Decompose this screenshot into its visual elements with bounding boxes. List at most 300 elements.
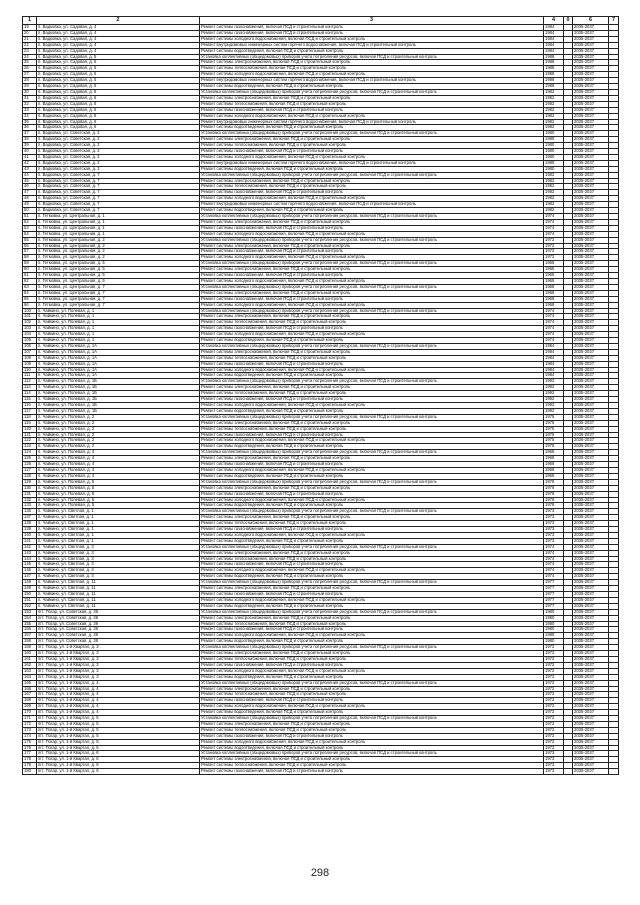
work-type-cell: Установка коллективных (общедомовых) приборов учета потребления ресурсов, включая ПСД и строительный контроль bbox=[200, 509, 544, 515]
year-cell: 1984 bbox=[544, 25, 564, 31]
row-number-cell: 172 bbox=[23, 721, 37, 727]
row-number-cell: 119 bbox=[23, 420, 37, 426]
year-cell: 1982 bbox=[544, 172, 564, 178]
page-number: 298 bbox=[310, 867, 330, 879]
period-cell: 2035-2037 bbox=[573, 633, 609, 639]
year-cell: 1968 bbox=[544, 284, 564, 290]
row-number-cell: 154 bbox=[23, 615, 37, 621]
row-number-cell: 153 bbox=[23, 609, 37, 615]
row-number-cell: 114 bbox=[23, 391, 37, 397]
period-cell: 2035-2037 bbox=[573, 154, 609, 160]
period-cell: 2035-2037 bbox=[573, 296, 609, 302]
year-cell: 1980 bbox=[544, 137, 564, 143]
work-type-cell: Ремонт внутридомовых инженерных систем горячего водоснабжения, включая ПСД и строительный контроль bbox=[200, 119, 544, 125]
work-type-cell: Ремонт системы холодного водоснабжения, включая ПСД и строительный контроль bbox=[200, 568, 544, 574]
period-cell: 2035-2037 bbox=[573, 273, 609, 279]
last-cell bbox=[609, 769, 619, 775]
period-cell: 2035-2037 bbox=[573, 308, 609, 314]
address-cell: пгт. Погар, ул. 1-й Квартал, д. 6 bbox=[37, 763, 200, 769]
work-type-cell: Установка коллективных (общедомовых) приборов учета потребления ресурсов, включая ПСД и строительный контроль bbox=[200, 609, 544, 615]
address-cell: п. Вадковка, ул. Садовая, д. 4 bbox=[37, 25, 200, 31]
work-type-cell: Ремонт системы теплоснабжения, включая ПСД и строительный контроль bbox=[200, 143, 544, 149]
row-number-cell: 52 bbox=[23, 219, 37, 225]
period-cell: 2035-2037 bbox=[573, 107, 609, 113]
work-type-cell: Ремонт системы газоснабжения, включая ПСД и строительный контроль bbox=[200, 769, 544, 775]
period-cell: 2035-2037 bbox=[573, 178, 609, 184]
row-number-cell: 32 bbox=[23, 101, 37, 107]
address-cell: пгт. Погар, ул. 1-й Квартал, д. 3 bbox=[37, 662, 200, 668]
year-cell: 1974 bbox=[544, 562, 564, 568]
period-cell: 2035-2037 bbox=[573, 680, 609, 686]
address-cell: п. Гетмовка, ул. Центральная, д. 2 bbox=[37, 237, 200, 243]
address-cell: п. Вадковка, ул. Советская, д. 2 bbox=[37, 149, 200, 155]
work-type-cell: Установка коллективных (общедомовых) приборов учета потребления ресурсов, включая ПСД и строительный контроль bbox=[200, 580, 544, 586]
address-cell: п. Чайкино, ул. Полевая, д. 2 bbox=[37, 426, 200, 432]
work-type-cell: Установка коллективных (общедомовых) приборов учета потребления ресурсов, включая ПСД и строительный контроль bbox=[200, 89, 544, 95]
period-cell: 2035-2037 bbox=[573, 615, 609, 621]
year-cell: 1982 bbox=[544, 119, 564, 125]
row-number-cell: 180 bbox=[23, 769, 37, 775]
address-cell: пгт. Погар, ул. 1-й Квартал, д. 4 bbox=[37, 686, 200, 692]
address-cell: п. Вадковка, ул. Садовая, д. 5 bbox=[37, 84, 200, 90]
year-cell: 1965 bbox=[544, 267, 564, 273]
work-type-cell: Ремонт системы электроснабжения, включая ПСД и строительный контроль bbox=[200, 290, 544, 296]
work-type-cell: Ремонт системы теплоснабжения, включая ПСД и строительный контроль bbox=[200, 621, 544, 627]
period-cell: 2035-2037 bbox=[573, 592, 609, 598]
year-cell: 1974 bbox=[544, 219, 564, 225]
period-cell: 2035-2037 bbox=[573, 349, 609, 355]
year-cell: 1980 bbox=[544, 143, 564, 149]
work-type-cell: Ремонт системы водоотведения, включая ПСД и строительный контроль bbox=[200, 639, 544, 645]
year-cell: 1982 bbox=[544, 208, 564, 214]
year-cell: 1975 bbox=[544, 438, 564, 444]
row-number-cell: 38 bbox=[23, 137, 37, 143]
work-type-cell: Ремонт системы холодного водоснабжения, включая ПСД и строительный контроль bbox=[200, 367, 544, 373]
year-cell: 1984 bbox=[544, 343, 564, 349]
year-cell: 1992 bbox=[544, 391, 564, 397]
year-cell: 1965 bbox=[544, 261, 564, 267]
year-cell: 1980 bbox=[544, 615, 564, 621]
period-cell: 2035-2037 bbox=[573, 686, 609, 692]
row-number-cell: 145 bbox=[23, 562, 37, 568]
address-cell: п. Вадковка, ул. Садовая, д. 5 bbox=[37, 60, 200, 66]
work-type-cell: Ремонт системы водоотведения, включая ПСД и строительный контроль bbox=[200, 208, 544, 214]
address-cell: п. Гетмовка, ул. Центральная, д. 1 bbox=[37, 231, 200, 237]
row-number-cell: 101 bbox=[23, 314, 37, 320]
year-cell: 1978 bbox=[544, 503, 564, 509]
year-cell: 1980 bbox=[544, 609, 564, 615]
address-cell: п. Вадковка, ул. Садовая, д. 6 bbox=[37, 119, 200, 125]
address-cell: п. Гетмовка, ул. Центральная, д. 5 bbox=[37, 267, 200, 273]
address-cell: п. Чайкино, ул. Полевая, д. 1А bbox=[37, 367, 200, 373]
year-cell: 1988 bbox=[544, 84, 564, 90]
period-cell: 2035-2037 bbox=[573, 509, 609, 515]
row-number-cell: 113 bbox=[23, 385, 37, 391]
work-type-cell: Ремонт системы теплоснабжения, включая ПСД и строительный контроль bbox=[200, 391, 544, 397]
address-cell: п. Вадковка, ул. Садовая, д. 4 bbox=[37, 36, 200, 42]
address-cell: пгт. Погар, ул. 1-й Квартал, д. 3 bbox=[37, 645, 200, 651]
work-type-cell: Ремонт системы холодного водоснабжения, включая ПСД и строительный контроль bbox=[200, 739, 544, 745]
year-cell: 1988 bbox=[544, 54, 564, 60]
year-cell: 1973 bbox=[544, 527, 564, 533]
row-number-cell: 51 bbox=[23, 214, 37, 220]
address-cell: п. Чайкино, ул. Светлая, д. 1 bbox=[37, 527, 200, 533]
column-header: 6 bbox=[573, 17, 609, 25]
year-cell: 1977 bbox=[544, 592, 564, 598]
period-cell: 2035-2037 bbox=[573, 137, 609, 143]
address-cell: пгт. Погар, ул. 1-й Квартал, д. 5 bbox=[37, 716, 200, 722]
address-cell: п. Вадковка, ул. Садовая, д. 4 bbox=[37, 42, 200, 48]
year-cell: 1982 bbox=[544, 107, 564, 113]
row-number-cell: 137 bbox=[23, 515, 37, 521]
address-cell: п. Чайкино, ул. Светлая, д. 3 bbox=[37, 550, 200, 556]
row-number-cell: 156 bbox=[23, 627, 37, 633]
work-type-cell: Установка коллективных (общедомовых) приборов учета потребления ресурсов, включая ПСД и строительный контроль bbox=[200, 261, 544, 267]
period-cell: 2035-2037 bbox=[573, 320, 609, 326]
period-cell: 2035-2037 bbox=[573, 456, 609, 462]
address-cell: п. Чайкино, ул. Полевая, д. 1 bbox=[37, 326, 200, 332]
row-number-cell: 167 bbox=[23, 692, 37, 698]
row-number-cell: 108 bbox=[23, 355, 37, 361]
year-cell: 1982 bbox=[544, 113, 564, 119]
work-type-cell: Ремонт внутридомовых инженерных систем горячего водоснабжения, включая ПСД и строительный контроль bbox=[200, 42, 544, 48]
period-cell: 2035-2037 bbox=[573, 450, 609, 456]
period-cell: 2035-2037 bbox=[573, 261, 609, 267]
address-cell: п. Чайкино, ул. Полевая, д. 4 bbox=[37, 467, 200, 473]
period-cell: 2035-2037 bbox=[573, 225, 609, 231]
period-cell: 2035-2037 bbox=[573, 426, 609, 432]
work-type-cell: Установка коллективных (общедомовых) приборов учета потребления ресурсов, включая ПСД и строительный контроль bbox=[200, 479, 544, 485]
year-cell: 1974 bbox=[544, 314, 564, 320]
row-number-cell: 64 bbox=[23, 290, 37, 296]
period-cell: 2035-2037 bbox=[573, 432, 609, 438]
period-cell: 2035-2037 bbox=[573, 586, 609, 592]
row-number-cell: 65 bbox=[23, 296, 37, 302]
address-cell: п. Чайкино, ул. Светлая, д. 3 bbox=[37, 574, 200, 580]
row-number-cell: 131 bbox=[23, 491, 37, 497]
year-cell: 1972 bbox=[544, 745, 564, 751]
period-cell: 2035-2037 bbox=[573, 727, 609, 733]
work-type-cell: Ремонт системы электроснабжения, включая ПСД и строительный контроль bbox=[200, 757, 544, 763]
work-type-cell: Ремонт системы холодного водоснабжения, включая ПСД и строительный контроль bbox=[200, 154, 544, 160]
period-cell: 2035-2037 bbox=[573, 503, 609, 509]
period-cell: 2035-2037 bbox=[573, 72, 609, 78]
address-cell: п. Чайкино, ул. Полевая, д. 1А bbox=[37, 373, 200, 379]
year-cell: 1972 bbox=[544, 249, 564, 255]
year-cell: 1982 bbox=[544, 202, 564, 208]
row-number-cell: 163 bbox=[23, 668, 37, 674]
address-cell: п. Вадковка, ул. Советская, д. 2 bbox=[37, 160, 200, 166]
period-cell: 2035-2037 bbox=[573, 733, 609, 739]
row-number-cell: 59 bbox=[23, 261, 37, 267]
period-cell: 2035-2037 bbox=[573, 249, 609, 255]
address-cell: п. Чайкино, ул. Светлая, д. 1 bbox=[37, 521, 200, 527]
work-type-cell: Ремонт системы газоснабжения, включая ПСД и строительный контроль bbox=[200, 326, 544, 332]
period-cell: 2035-2037 bbox=[573, 202, 609, 208]
work-type-cell: Ремонт системы электроснабжения, включая ПСД и строительный контроль bbox=[200, 219, 544, 225]
period-cell: 2035-2037 bbox=[573, 550, 609, 556]
row-number-cell: 132 bbox=[23, 497, 37, 503]
year-cell: 1972 bbox=[544, 662, 564, 668]
row-number-cell: 111 bbox=[23, 373, 37, 379]
address-cell: п. Гетмовка, ул. Центральная, д. 7 bbox=[37, 290, 200, 296]
work-type-cell: Ремонт системы газоснабжения, включая ПСД и строительный контроль bbox=[200, 592, 544, 598]
work-type-cell: Ремонт системы водоотведения, включая ПСД и строительный контроль bbox=[200, 574, 544, 580]
work-type-cell: Ремонт системы газоснабжения, включая ПСД и строительный контроль bbox=[200, 107, 544, 113]
address-cell: п. Чайкино, ул. Полевая, д. 2 bbox=[37, 420, 200, 426]
work-type-cell: Установка коллективных (общедомовых) приборов учета потребления ресурсов, включая ПСД и строительный контроль bbox=[200, 172, 544, 178]
row-number-cell: 104 bbox=[23, 332, 37, 338]
work-type-cell: Установка коллективных (общедомовых) приборов учета потребления ресурсов, включая ПСД и строительный контроль bbox=[200, 308, 544, 314]
row-number-cell: 45 bbox=[23, 178, 37, 184]
work-type-cell: Ремонт системы теплоснабжения, включая ПСД и строительный контроль bbox=[200, 692, 544, 698]
year-cell: 1982 bbox=[544, 89, 564, 95]
row-number-cell: 19 bbox=[23, 25, 37, 31]
address-cell: п. Вадковка, ул. Садовая, д. 6 bbox=[37, 95, 200, 101]
work-type-cell: Ремонт внутридомовых инженерных систем горячего водоснабжения, включая ПСД и строительный контроль bbox=[200, 202, 544, 208]
period-cell: 2035-2037 bbox=[573, 662, 609, 668]
address-cell: п. Гетмовка, ул. Центральная, д. 2 bbox=[37, 255, 200, 261]
work-type-cell: Ремонт системы электроснабжения, включая ПСД и строительный контроль bbox=[200, 456, 544, 462]
row-number-cell: 43 bbox=[23, 166, 37, 172]
address-cell: п. Вадковка, ул. Советская, д. 7 bbox=[37, 190, 200, 196]
year-cell: 1980 bbox=[544, 131, 564, 137]
period-cell: 2035-2037 bbox=[573, 361, 609, 367]
year-cell: 1972 bbox=[544, 668, 564, 674]
year-cell: 1980 bbox=[544, 639, 564, 645]
address-cell: п. Чайкино, ул. Полевая, д. 2 bbox=[37, 444, 200, 450]
period-cell: 2035-2037 bbox=[573, 462, 609, 468]
row-number-cell: 31 bbox=[23, 95, 37, 101]
row-number-cell: 159 bbox=[23, 645, 37, 651]
year-cell: 1973 bbox=[544, 757, 564, 763]
row-number-cell: 62 bbox=[23, 278, 37, 284]
address-cell: пгт. Погар, ул. 1-й Квартал, д. 6 bbox=[37, 757, 200, 763]
row-number-cell: 127 bbox=[23, 467, 37, 473]
work-type-cell: Ремонт внутридомовых инженерных систем горячего водоснабжения, включая ПСД и строительный контроль bbox=[200, 78, 544, 84]
period-cell: 2035-2037 bbox=[573, 574, 609, 580]
year-cell: 1977 bbox=[544, 597, 564, 603]
row-number-cell: 171 bbox=[23, 716, 37, 722]
period-cell: 2035-2037 bbox=[573, 438, 609, 444]
period-cell: 2035-2037 bbox=[573, 603, 609, 609]
year-cell: 1965 bbox=[544, 273, 564, 279]
address-cell: п. Чайкино, ул. Полевая, д. 5 bbox=[37, 479, 200, 485]
period-cell: 2035-2037 bbox=[573, 30, 609, 36]
year-cell: 1972 bbox=[544, 651, 564, 657]
work-type-cell: Ремонт системы холодного водоснабжения, включая ПСД и строительный контроль bbox=[200, 438, 544, 444]
address-cell: п. Чайкино, ул. Светлая, д. 11 bbox=[37, 592, 200, 598]
row-number-cell: 102 bbox=[23, 320, 37, 326]
year-cell: 1988 bbox=[544, 60, 564, 66]
work-type-cell: Установка коллективных (общедомовых) приборов учета потребления ресурсов, включая ПСД и строительный контроль bbox=[200, 214, 544, 220]
period-cell: 2035-2037 bbox=[573, 397, 609, 403]
year-cell: 1980 bbox=[544, 627, 564, 633]
address-cell: п. Чайкино, ул. Полевая, д. 5 bbox=[37, 503, 200, 509]
work-type-cell: Ремонт системы газоснабжения, включая ПСД и строительный контроль bbox=[200, 249, 544, 255]
year-cell: 1982 bbox=[544, 178, 564, 184]
year-cell: 1978 bbox=[544, 491, 564, 497]
address-cell: п. Чайкино, ул. Полевая, д. 1 bbox=[37, 314, 200, 320]
period-cell: 2035-2037 bbox=[573, 373, 609, 379]
work-type-cell: Ремонт системы газоснабжения, включая ПСД и строительный контроль bbox=[200, 491, 544, 497]
work-type-cell: Ремонт системы водоотведения, включая ПСД и строительный контроль bbox=[200, 710, 544, 716]
address-cell: п. Гетмовка, ул. Центральная, д. 7 bbox=[37, 296, 200, 302]
address-cell: п. Чайкино, ул. Полевая, д. 2 bbox=[37, 432, 200, 438]
row-number-cell: 47 bbox=[23, 190, 37, 196]
work-type-cell: Ремонт системы газоснабжения, включая ПСД и строительный контроль bbox=[200, 30, 544, 36]
year-cell: 1992 bbox=[544, 379, 564, 385]
row-number-cell: 22 bbox=[23, 42, 37, 48]
year-cell: 1974 bbox=[544, 550, 564, 556]
year-cell: 1984 bbox=[544, 48, 564, 54]
period-cell: 2035-2037 bbox=[573, 314, 609, 320]
period-cell: 2035-2037 bbox=[573, 149, 609, 155]
work-type-cell: Ремонт системы водоотведения, включая ПСД и строительный контроль bbox=[200, 373, 544, 379]
work-type-cell: Ремонт системы электроснабжения, включая ПСД и строительный контроль bbox=[200, 485, 544, 491]
row-number-cell: 161 bbox=[23, 656, 37, 662]
row-number-cell: 30 bbox=[23, 89, 37, 95]
work-type-cell: Установка коллективных (общедомовых) приборов учета потребления ресурсов, включая ПСД и строительный контроль bbox=[200, 131, 544, 137]
year-cell: 1968 bbox=[544, 467, 564, 473]
period-cell: 2035-2037 bbox=[573, 656, 609, 662]
row-number-cell: 109 bbox=[23, 361, 37, 367]
row-number-cell: 155 bbox=[23, 621, 37, 627]
year-cell: 1974 bbox=[544, 326, 564, 332]
period-cell: 2035-2037 bbox=[573, 420, 609, 426]
year-cell: 1968 bbox=[544, 456, 564, 462]
period-cell: 2035-2037 bbox=[573, 267, 609, 273]
work-type-cell: Ремонт системы теплоснабжения, включая ПСД и строительный контроль bbox=[200, 727, 544, 733]
period-cell: 2035-2037 bbox=[573, 355, 609, 361]
row-number-cell: 178 bbox=[23, 757, 37, 763]
row-number-cell: 174 bbox=[23, 733, 37, 739]
row-number-cell: 143 bbox=[23, 550, 37, 556]
row-number-cell: 63 bbox=[23, 284, 37, 290]
period-cell: 2035-2037 bbox=[573, 101, 609, 107]
row-number-cell: 23 bbox=[23, 48, 37, 54]
row-number-cell: 121 bbox=[23, 432, 37, 438]
year-cell: 1968 bbox=[544, 462, 564, 468]
work-type-cell: Ремонт системы водоотведения, включая ПСД и строительный контроль bbox=[200, 503, 544, 509]
address-cell: пгт. Погар, ул. 1-й Квартал, д. 5 bbox=[37, 739, 200, 745]
work-type-cell: Ремонт системы водоотведения, включая ПСД и строительный контроль bbox=[200, 603, 544, 609]
work-type-cell: Ремонт системы электроснабжения, включая ПСД и строительный контроль bbox=[200, 550, 544, 556]
row-number-cell: 170 bbox=[23, 710, 37, 716]
address-cell: п. Чайкино, ул. Светлая, д. 1 bbox=[37, 515, 200, 521]
address-cell: пгт. Погар, ул. 1-й Квартал, д. 5 bbox=[37, 727, 200, 733]
year-cell: 1968 bbox=[544, 296, 564, 302]
row-number-cell: 138 bbox=[23, 521, 37, 527]
row-number-cell: 162 bbox=[23, 662, 37, 668]
work-type-cell: Ремонт системы холодного водоснабжения, включая ПСД и строительный контроль bbox=[200, 532, 544, 538]
row-number-cell: 128 bbox=[23, 473, 37, 479]
year-cell: 1973 bbox=[544, 763, 564, 769]
year-cell: 1984 bbox=[544, 355, 564, 361]
address-cell: п. Вадковка, ул. Советская, д. 2 bbox=[37, 166, 200, 172]
period-cell: 2035-2037 bbox=[573, 84, 609, 90]
period-cell: 2035-2037 bbox=[573, 668, 609, 674]
period-cell: 2035-2037 bbox=[573, 408, 609, 414]
row-number-cell: 49 bbox=[23, 202, 37, 208]
table-header-row bbox=[23, 17, 619, 25]
work-type-cell: Ремонт системы теплоснабжения, включая ПСД и строительный контроль bbox=[200, 66, 544, 72]
address-cell: пгт. Погар, ул. 1-й Квартал, д. 3 bbox=[37, 674, 200, 680]
year-cell: 1968 bbox=[544, 450, 564, 456]
period-cell: 2035-2037 bbox=[573, 89, 609, 95]
address-cell: п. Вадковка, ул. Советская, д. 7 bbox=[37, 208, 200, 214]
year-cell: 1968 bbox=[544, 290, 564, 296]
work-type-cell: Ремонт системы газоснабжения, включая ПСД и строительный контроль bbox=[200, 149, 544, 155]
address-cell: п. Чайкино, ул. Полевая, д. 5 bbox=[37, 491, 200, 497]
row-number-cell: 166 bbox=[23, 686, 37, 692]
row-number-cell: 164 bbox=[23, 674, 37, 680]
period-cell: 2035-2037 bbox=[573, 521, 609, 527]
address-cell: п. Чайкино, ул. Светлая, д. 11 bbox=[37, 603, 200, 609]
row-number-cell: 40 bbox=[23, 149, 37, 155]
row-number-cell: 103 bbox=[23, 326, 37, 332]
row-number-cell: 133 bbox=[23, 503, 37, 509]
column-header: 0 bbox=[564, 17, 573, 25]
work-type-cell: Ремонт системы водоотведения, включая ПСД и строительный контроль bbox=[200, 745, 544, 751]
year-cell: 1972 bbox=[544, 704, 564, 710]
period-cell: 2035-2037 bbox=[573, 769, 609, 775]
row-number-cell: 165 bbox=[23, 680, 37, 686]
row-number-cell: 27 bbox=[23, 72, 37, 78]
address-cell: п. Гетмовка, ул. Центральная, д. 5 bbox=[37, 261, 200, 267]
year-cell: 1973 bbox=[544, 521, 564, 527]
work-type-cell: Установка коллективных (общедомовых) приборов учета потребления ресурсов, включая ПСД и строительный контроль bbox=[200, 237, 544, 243]
row-number-cell: 147 bbox=[23, 574, 37, 580]
row-number-cell: 39 bbox=[23, 143, 37, 149]
period-cell: 2035-2037 bbox=[573, 25, 609, 31]
work-type-cell: Ремонт системы электроснабжения, включая ПСД и строительный контроль bbox=[200, 420, 544, 426]
work-type-cell: Ремонт системы теплоснабжения, включая ПСД и строительный контроль bbox=[200, 426, 544, 432]
work-type-cell: Ремонт системы теплоснабжения, включая ПСД и строительный контроль bbox=[200, 320, 544, 326]
address-cell: п. Гетмовка, ул. Центральная, д. 2 bbox=[37, 249, 200, 255]
period-cell: 2035-2037 bbox=[573, 278, 609, 284]
address-cell: п. Вадковка, ул. Советская, д. 2 bbox=[37, 137, 200, 143]
row-number-cell: 129 bbox=[23, 479, 37, 485]
year-cell: 1992 bbox=[544, 408, 564, 414]
year-cell: 1978 bbox=[544, 497, 564, 503]
year-cell: 1982 bbox=[544, 95, 564, 101]
period-cell: 2035-2037 bbox=[573, 243, 609, 249]
period-cell: 2035-2037 bbox=[573, 745, 609, 751]
year-cell: 1984 bbox=[544, 367, 564, 373]
work-type-cell: Ремонт системы газоснабжения, включая ПСД и строительный контроль bbox=[200, 562, 544, 568]
period-cell: 2035-2037 bbox=[573, 444, 609, 450]
work-type-cell: Ремонт системы холодного водоснабжения, включая ПСД и строительный контроль bbox=[200, 196, 544, 202]
row-number-cell: 60 bbox=[23, 267, 37, 273]
work-type-cell: Ремонт системы водоотведения, включая ПСД и строительный контроль bbox=[200, 84, 544, 90]
address-cell: п. Вадковка, ул. Садовая, д. 5 bbox=[37, 54, 200, 60]
period-cell: 2035-2037 bbox=[573, 527, 609, 533]
work-type-cell: Установка коллективных (общедомовых) приборов учета потребления ресурсов, включая ПСД и строительный контроль bbox=[200, 680, 544, 686]
row-number-cell: 142 bbox=[23, 544, 37, 550]
row-number-cell: 26 bbox=[23, 66, 37, 72]
year-cell: 1980 bbox=[544, 154, 564, 160]
year-cell: 1988 bbox=[544, 78, 564, 84]
address-cell: п. Чайкино, ул. Светлая, д. 3 bbox=[37, 568, 200, 574]
period-cell: 2035-2037 bbox=[573, 237, 609, 243]
row-number-cell: 37 bbox=[23, 131, 37, 137]
row-number-cell: 141 bbox=[23, 538, 37, 544]
year-cell: 1975 bbox=[544, 420, 564, 426]
address-cell: п. Гетмовка, ул. Центральная, д. 7 bbox=[37, 302, 200, 308]
address-cell: п. Вадковка, ул. Советская, д. 7 bbox=[37, 178, 200, 184]
work-type-cell: Ремонт системы холодного водоснабжения, включая ПСД и строительный контроль bbox=[200, 278, 544, 284]
